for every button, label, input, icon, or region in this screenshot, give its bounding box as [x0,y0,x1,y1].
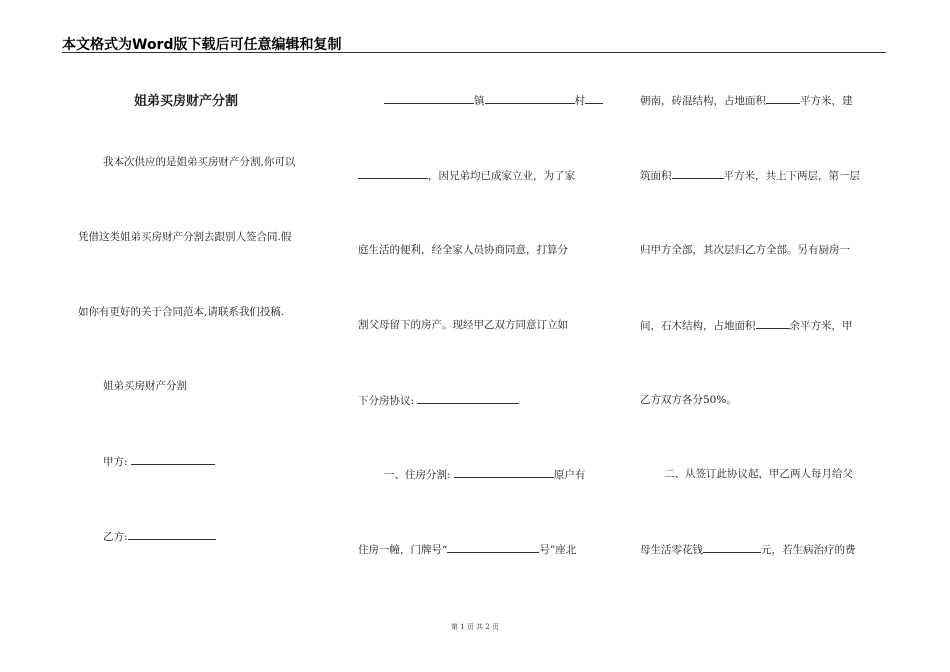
col3-line-1 [640,93,853,108]
agreement-label: 下分房协议: [358,395,415,407]
col3-text-1b: 平方米，建 [800,95,853,107]
kitchen-area-blank [756,318,790,329]
col2-line-7 [358,542,576,557]
col2-text-2: ，因兄弟均已成家立业，为了家 [428,170,575,182]
col3-text-1a: 朝南，砖混结构，占地面积 [640,95,766,107]
intro-line-3: 如你有更好的关于合同范本,请联系我们投稿. [78,306,285,318]
house-number-blank [447,542,539,553]
location-line [384,93,603,108]
col3-text-4a: 间，石木结构，占地面积 [640,320,756,332]
original-owner-blank [454,467,554,478]
party-b-line [103,529,216,544]
col3-line-4 [640,318,853,333]
floor-area-blank [672,168,724,179]
names-blank [358,168,428,179]
document-title: 姐弟买房财产分割 [134,94,239,109]
party-b-blank [128,529,216,540]
header-rule [62,52,886,53]
col3-line-7 [640,542,856,557]
village-label: 村 [574,95,585,107]
house-number-label: 住房一幢，门牌号“ [358,544,448,556]
col3-text-7a: 母生活零花钱 [640,544,703,556]
col2-line-6 [384,467,585,482]
page-number: 第 1 页 共 2 页 [450,623,500,631]
village-blank [585,93,603,104]
col3-line-3: 归甲方全部，其次层归乙方全部。另有厨房一 [640,244,850,256]
col3-text-2b: 平方米，共上下两层，第一层 [723,170,860,182]
party-a-blank [131,454,215,465]
col2-line-2 [358,168,575,183]
col3-text-2a: 筑面积 [640,170,672,182]
party-a-label: 甲方: [103,456,128,468]
agreement-blank [417,393,519,404]
housing-section-label: 一、住房分割: [384,469,451,481]
town-blank [485,93,575,104]
col3-line-5: 乙方双方各分50%。 [640,394,737,406]
col2-text-6b: 原户有 [553,469,586,481]
col2-line-3: 庭生活的便利，经全家人员协商同意，打算分 [358,244,568,256]
county-blank [384,93,474,104]
col2-text-7b: 号”座北 [539,544,577,556]
col2-line-4: 割父母留下的房产。现经甲乙双方同意订立如 [358,319,568,331]
party-b-label: 乙方: [103,531,128,543]
document-banner: 本文格式为Word版下载后可任意编辑和复制 [62,37,342,53]
col3-text-7b: 元，若生病治疗的费 [761,544,856,556]
contract-subtitle: 姐弟买房财产分割 [103,380,187,392]
intro-line-2: 凭借这类姐弟买房财产分割去跟别人签合同.假 [78,231,292,243]
allowance-blank [703,542,761,553]
town-label: 镇 [474,95,485,107]
col2-line-5 [358,393,519,408]
col3-line-2 [640,168,860,183]
intro-line-1: 我本次供应的是姐弟买房财产分割,你可以 [103,156,296,168]
party-a-line [103,454,215,469]
land-area-blank [766,93,800,104]
col3-text-4b: 余平方米，甲 [789,320,853,332]
col3-line-6: 二、从签订此协议起，甲乙两人每月给父 [664,468,853,480]
